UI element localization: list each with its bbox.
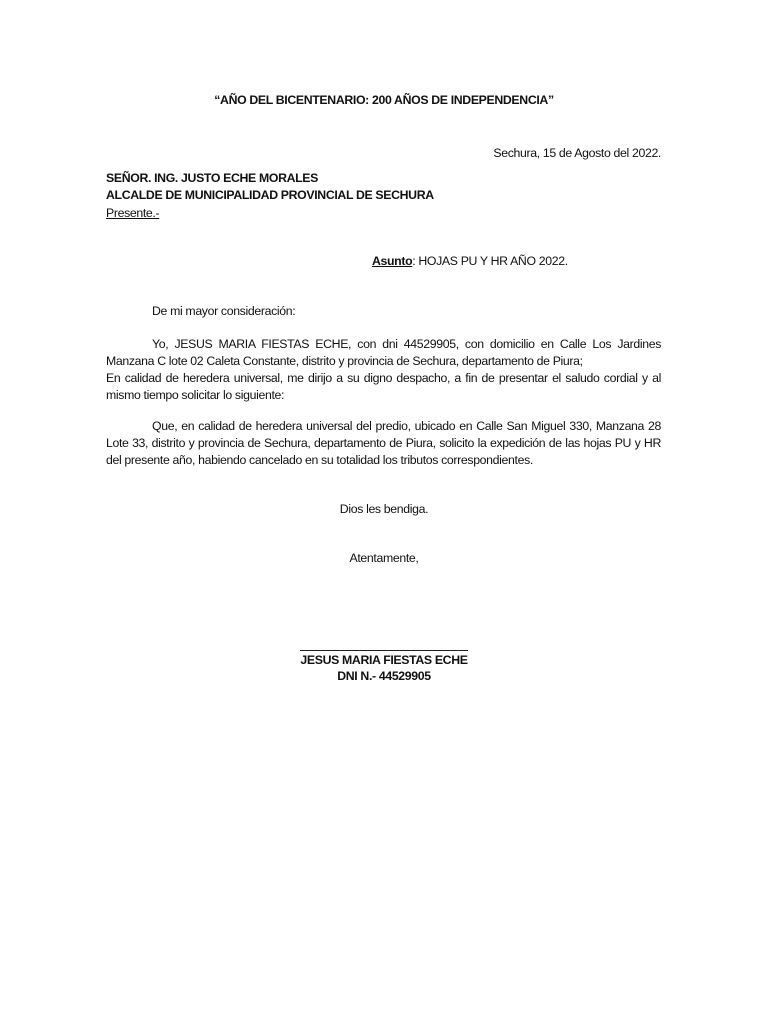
place-date: Sechura, 15 de Agosto del 2022.: [493, 146, 661, 160]
subject-line: [372, 253, 568, 270]
paragraph-2-line: Lote 33, distrito y provincia de Sechura, departamento de Piura, solicito la expedición de las hojas PU y HR: [106, 436, 661, 450]
closing: Atentamente,: [349, 551, 419, 565]
greeting: De mi mayor consideración:: [152, 304, 296, 318]
paragraph-1-line: En calidad de heredera universal, me dirijo a su digno despacho, a fin de presentar el saludo cordial y al: [106, 371, 661, 385]
subject-text: : HOJAS PU Y HR AÑO 2022.: [412, 254, 568, 268]
recipient-title: ALCALDE DE MUNICIPALIDAD PROVINCIAL DE SECHURA: [106, 188, 434, 202]
document-heading: “AÑO DEL BICENTENARIO: 200 AÑOS DE INDEPENDENCIA”: [214, 93, 554, 107]
signature-dni: DNI N.- 44529905: [337, 669, 431, 683]
paragraph-1-line: mismo tiempo solicitar lo siguiente:: [106, 388, 285, 402]
paragraph-1-line: Manzana C lote 02 Caleta Constante, distrito y provincia de Sechura, departamento de Piura;: [106, 354, 583, 368]
paragraph-2-line: del presente año, habiendo cancelado en su totalidad los tributos correspondientes.: [106, 453, 533, 467]
blessing: Dios les bendiga.: [339, 502, 429, 516]
recipient-name: SEÑOR. ING. JUSTO ECHE MORALES: [106, 171, 319, 185]
paragraph-1: [106, 336, 661, 404]
paragraph-2-line: Que, en calidad de heredera universal del predio, ubicado en Calle San Miguel 330, Manzana 28: [152, 419, 661, 433]
signature-line: [300, 650, 468, 651]
paragraph-2: [106, 418, 661, 469]
paragraph-1-line: Yo, JESUS MARIA FIESTAS ECHE, con dni 44529905, con domicilio en Calle Los Jardines: [152, 337, 661, 351]
subject-label: Asunto: [372, 254, 413, 268]
presente-label: Presente.-: [106, 206, 160, 220]
signature-name: JESUS MARIA FIESTAS ECHE: [300, 653, 468, 667]
